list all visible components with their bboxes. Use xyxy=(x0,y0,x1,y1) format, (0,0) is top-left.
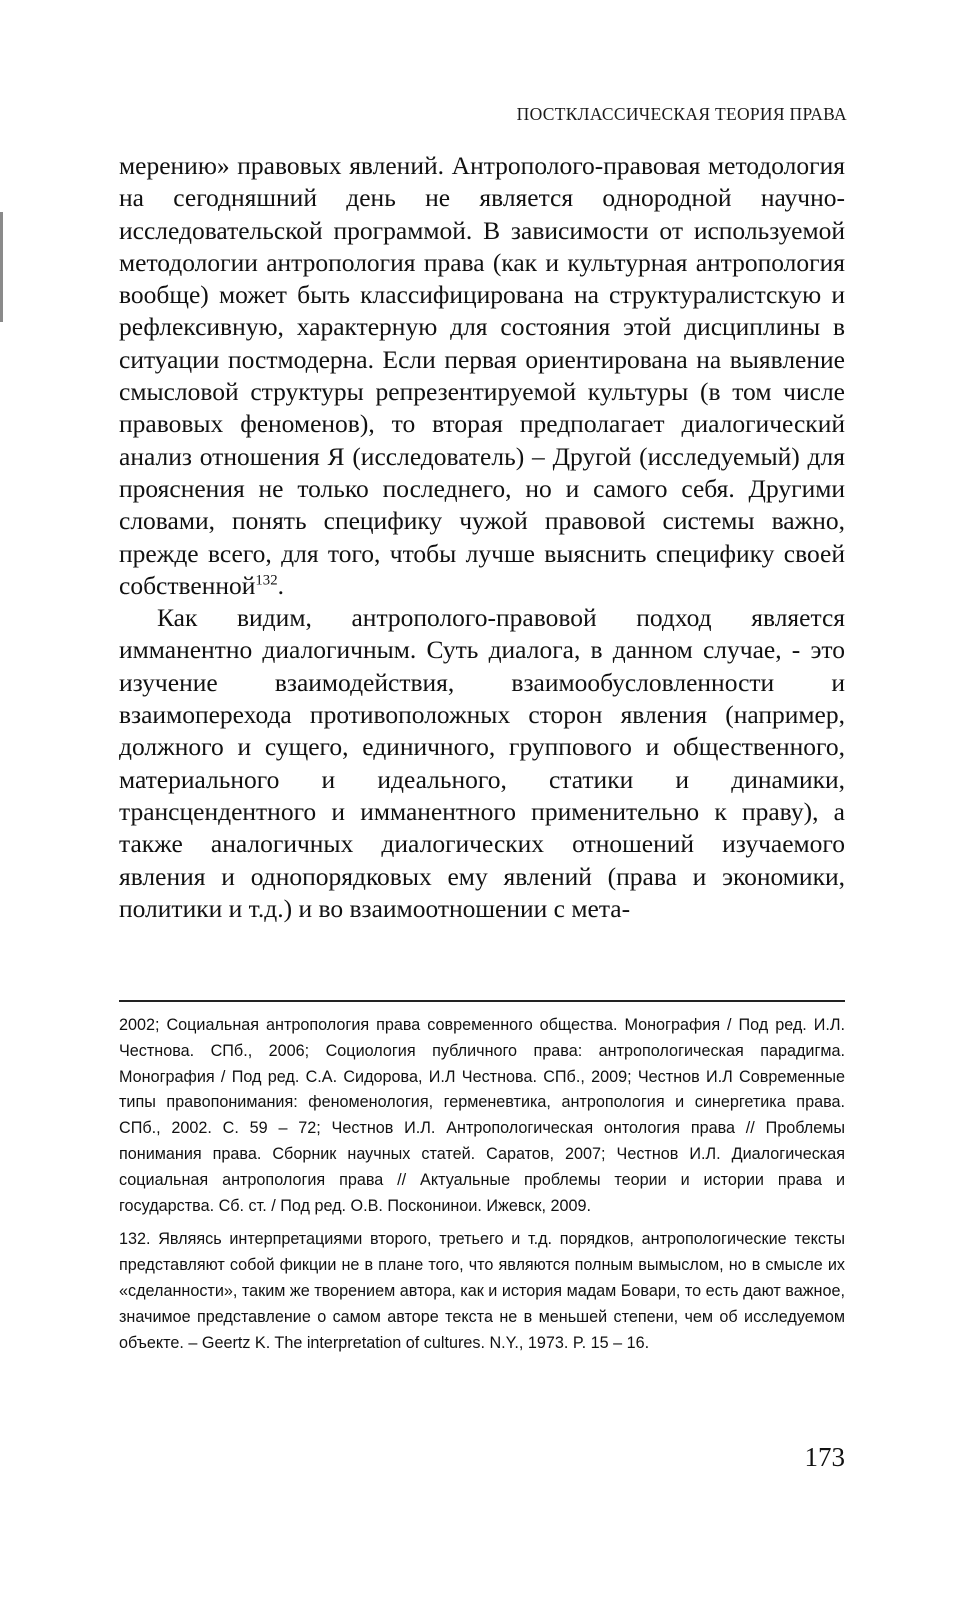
main-text xyxy=(119,150,845,925)
paragraph-1 xyxy=(119,150,845,602)
footnotes xyxy=(119,1013,845,1356)
footnote-continuation: 2002; Социальная антропология права современного общества. Монография / Под ред. И.Л. Честнова. СПб., 2006; Социология публичного права: антропологическая парадигма. Монография / Под ред. С.А. Сидорова, И.Л Честнова. СПб., 2009; Честнов И.Л Современные типы правопонимания: феноменология, герменевтика, антропология и синергетика права. СПб., 2002. С. 59 – 72; Честнов И.Л. Антропологическая онтология права // Проблемы понимания права. Сборник научных статей. Саратов, 2007; Честнов И.Л. Диалогическая социальная антропология права // Актуальные проблемы теории и истории права и государства. Сб. ст. / Под ред. О.В. Посконинои. Ижевск, 2009. xyxy=(119,1016,845,1215)
running-head: ПОСТКЛАССИЧЕСКАЯ ТЕОРИЯ ПРАВА xyxy=(516,104,847,124)
paragraph-2: Как видим, антрополого-правовой подход является имманентно диалогичным. Суть диалога, в данном случае, - это изучение взаимодействия, взаимообусловленности и взаимоперехода противоположных сторон явления (например, должного и сущего, единичного, группового и общественного, материального и идеального, статики и динамики, трансцендентного и имманентного применительно к праву), а также аналогичных диалогических отношений изучаемого явления и однопорядковых ему явлений (права и экономики, политики и т.д.) и во взаимоотношении с мета- xyxy=(119,603,845,923)
page-number: 173 xyxy=(804,1442,845,1472)
margin-mark xyxy=(0,212,3,322)
footnote-ref-132: 132 xyxy=(255,572,278,589)
footnote-rule xyxy=(119,1000,845,1002)
paragraph-1-text: мерению» правовых явлений. Антрополого-правовая методология на сегодняшний день не является однородной научно-исследовательской программой. В зависимости от используемой методологии антропология права (как и культурная антропология вообще) может быть классифицирована на структуралистскую и рефлексивную, характерную для состояния этой дисциплины в ситуации постмодерна. Если первая ориентирована на выявление смысловой структуры репрезентируемой культуры (в том числе правовых феноменов), то вторая предполагает диалогический анализ отношения Я (исследователь) – Другой (исследуемый) для прояснения не только последнего, но и самого себя. Другими словами, понять специфику чужой правовой системы важно, прежде всего, для того, чтобы лучше выяснить специфику своей собственной xyxy=(119,151,845,600)
paragraph-1-end: . xyxy=(277,570,284,600)
footnote-132: 132. Являясь интерпретациями второго, третьего и т.д. порядков, антропологические тексты представляют собой фикции не в плане того, что являются полным вымыслом, но в смысле их «сделанности», таким же творением автора, как и история мадам Бовари, то есть дают важное, значимое представление о самом авторе текста не в меньшей степени, чем об исследуемом объекте. – Geertz K. The interpretation of cultures. N.Y., 1973. P. 15 – 16. xyxy=(119,1230,845,1352)
